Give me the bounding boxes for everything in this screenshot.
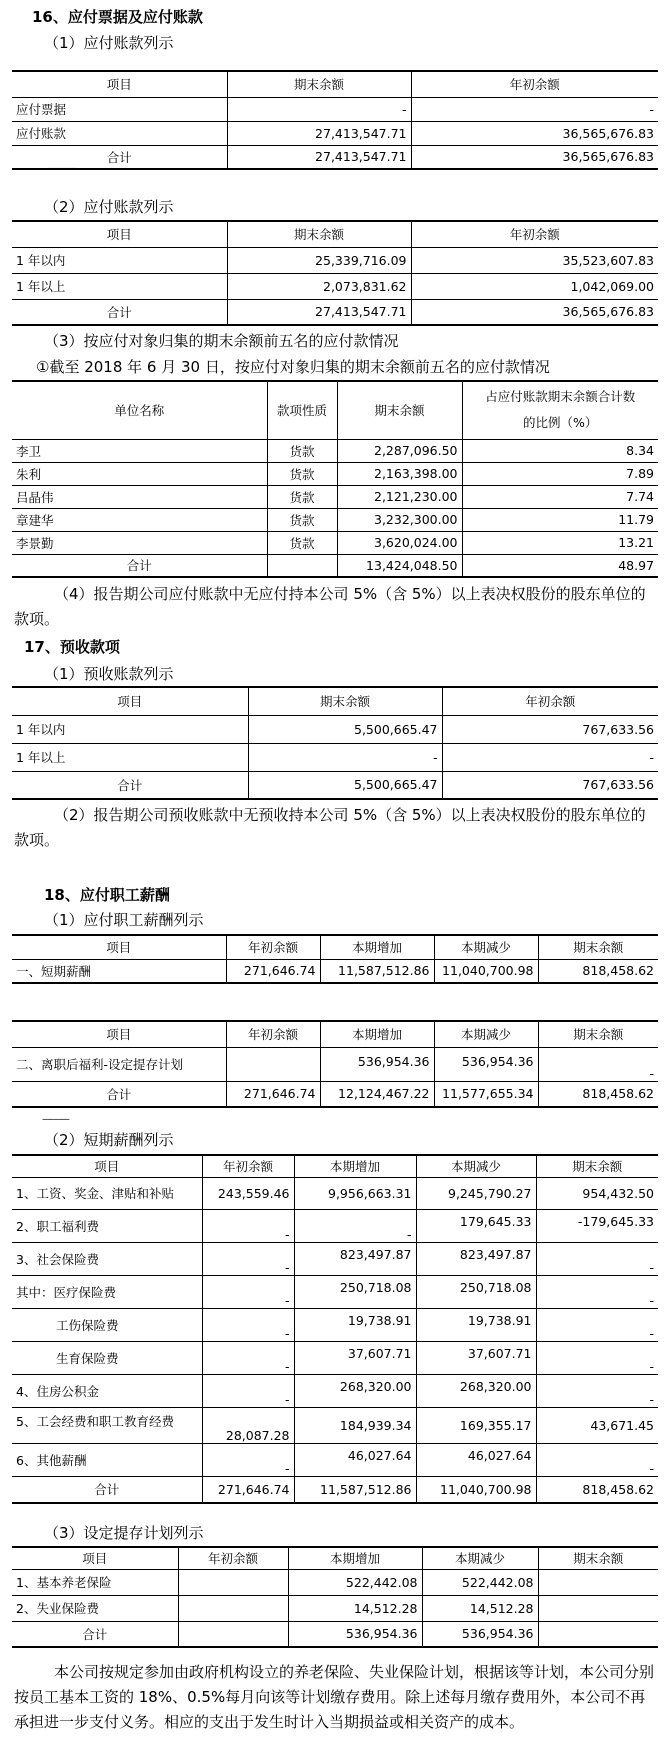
section-16-note4: （4）报告期公司应付账款中无应付持本公司 5%（含 5%）以上表决权股份的股东单位的款项。 [14, 585, 646, 628]
col-header: 期末余额 [538, 1547, 658, 1569]
section-16-sub3a: ①截至 2018 年 6 月 30 日，按应付对象归集的期末余额前五名的应付款情况 [36, 358, 550, 376]
section-18-closing: 本公司按规定参加由政府机构设立的养老保险、失业保险计划，根据该等计划，本公司分别按员工基本工资的 18%、0.5%每月向该等计划缴存费用。除上述每月缴存费用外，本公司不再承担进一步支付义务。相应的支出于发生时计入当期损益或相关资产的成本。 [14, 1663, 655, 1731]
col-header: 期末余额 [536, 1155, 658, 1177]
section-16-title: 16、应付票据及应付账款 [32, 8, 203, 26]
section-18-sub3: （3）设定提存计划列示 [44, 1524, 204, 1542]
table-row: 李卫 货款 2,287,096.50 8.34 [12, 439, 658, 462]
col-header: 项目 [12, 71, 227, 97]
col-header: 项目 [12, 1547, 178, 1569]
col-header: 本期减少 [434, 1021, 538, 1047]
table-row: 其中：医疗保险费 - 250,718.08 250,718.08 - [12, 1275, 658, 1308]
table-18-1b [12, 1020, 658, 1108]
table-18-2 [12, 1154, 658, 1504]
dash-mark: ‒‒‒‒‒ [42, 1114, 69, 1125]
col-header: 项目 [12, 687, 248, 715]
col-header: 年初余额 [202, 1155, 294, 1177]
table-17-1 [12, 686, 658, 800]
section-17-sub1: （1）预收账款列示 [44, 665, 174, 683]
table-row: 5、工会经费和职工教育经费 28,087.28 184,939.34 169,355.17 43,671.45 [12, 1407, 658, 1443]
section-16-sub3: （3）按应付对象归集的期末余额前五名的应付款情况 [44, 332, 399, 350]
table-row: 1 年以上 - - [12, 743, 658, 771]
table-row: 1、基本养老保险 522,442.08 522,442.08 [12, 1569, 658, 1595]
col-header: 本期增加 [320, 935, 434, 959]
col-header: 期末余额 [337, 381, 462, 439]
table-row: 1 年以内 25,339,716.09 35,523,607.83 [12, 247, 658, 273]
col-header: 年初余额 [226, 1021, 320, 1047]
table-row: 应付账款 27,413,547.71 36,565,676.83 [12, 121, 658, 145]
table-row: 二、离职后福利-设定提存计划 536,954.36 536,954.36 - [12, 1047, 658, 1081]
col-header: 年初余额 [442, 687, 658, 715]
col-header: 年初余额 [178, 1547, 288, 1569]
table-row: 一、短期薪酬 271,646.74 11,587,512.86 11,040,700.98 818,458.62 [12, 959, 658, 983]
table-row-total: 合计 27,413,547.71 36,565,676.83 [12, 299, 658, 325]
col-header: 本期减少 [434, 935, 538, 959]
table-16-3 [12, 380, 658, 578]
table-row-total: 合计 271,646.74 11,587,512.86 11,040,700.98 818,458.62 [12, 1476, 658, 1503]
col-header: 期末余额 [248, 687, 442, 715]
table-row-total: 合计 536,954.36 536,954.36 [12, 1621, 658, 1647]
table-row: 吕晶伟 货款 2,121,230.00 7.74 [12, 485, 658, 508]
col-header: 本期增加 [294, 1155, 416, 1177]
table-row: 章建华 货款 3,232,300.00 11.79 [12, 508, 658, 531]
section-16-sub2: （2）应付账款列示 [44, 198, 174, 216]
table-row: 工伤保险费 - 19,738.91 19,738.91 - [12, 1308, 658, 1341]
col-header: 本期增加 [288, 1547, 422, 1569]
col-header: 单位名称 [12, 381, 267, 439]
table-row-total: 合计 27,413,547.71 36,565,676.83 [12, 145, 658, 169]
section-16-sub1: （1）应付账款列示 [44, 34, 174, 52]
col-header: 期末余额 [538, 935, 658, 959]
col-header: 年初余额 [411, 221, 658, 247]
table-row: 应付票据 - - [12, 97, 658, 121]
table-row: 2、职工福利费 - - 179,645.33 -179,645.33 [12, 1209, 658, 1242]
table-16-1 [12, 70, 658, 170]
table-row: 4、住房公积金 - 268,320.00 268,320.00 - [12, 1374, 658, 1407]
table-row-total: 合计 271,646.74 12,124,467.22 11,577,655.34 818,458.62 [12, 1081, 658, 1107]
col-header: 期末余额 [538, 1021, 658, 1047]
table-row: 1 年以上 2,073,831.62 1,042,069.00 [12, 273, 658, 299]
table-row: 生育保险费 - 37,607.71 37,607.71 - [12, 1341, 658, 1374]
table-row-total: 合计 13,424,048.50 48.97 [12, 554, 658, 577]
table-16-2 [12, 220, 658, 326]
col-header: 项目 [12, 1155, 202, 1177]
table-row: 朱利 货款 2,163,398.00 7.89 [12, 462, 658, 485]
col-header: 本期减少 [416, 1155, 536, 1177]
section-17-title: 17、预收款项 [24, 638, 120, 656]
col-header: 项目 [12, 1021, 226, 1047]
section-17-note2: （2）报告期公司预收账款中无预收持本公司 5%（含 5%）以上表决权股份的股东单位的款项。 [14, 806, 646, 849]
col-header: 期末余额 [227, 71, 411, 97]
table-row: 1 年以内 5,500,665.47 767,633.56 [12, 715, 658, 743]
col-header: 年初余额 [411, 71, 658, 97]
table-18-1 [12, 934, 658, 984]
col-header: 项目 [12, 935, 226, 959]
table-row-total: 合计 5,500,665.47 767,633.56 [12, 771, 658, 799]
col-header-ratio: 占应付账款期末余额合计数 的比例（%） [462, 381, 658, 439]
dash-mark: ‒‒‒‒‒ [48, 163, 75, 174]
section-18-sub1: （1）应付职工薪酬列示 [44, 911, 204, 929]
section-18-title: 18、应付职工薪酬 [44, 886, 170, 904]
table-18-3 [12, 1546, 658, 1648]
col-header: 款项性质 [267, 381, 337, 439]
col-header: 项目 [12, 221, 227, 247]
col-header: 年初余额 [226, 935, 320, 959]
table-row: 1、工资、奖金、津贴和补贴 243,559.46 9,956,663.31 9,245,790.27 954,432.50 [12, 1177, 658, 1209]
table-row: 6、其他薪酬 - 46,027.64 46,027.64 - [12, 1443, 658, 1476]
section-18-sub2: （2）短期薪酬列示 [44, 1131, 174, 1149]
col-header: 期末余额 [227, 221, 411, 247]
col-header: 本期增加 [320, 1021, 434, 1047]
table-row: 3、社会保险费 - 823,497.87 823,497.87 - [12, 1242, 658, 1275]
table-row: 李景勤 货款 3,620,024.00 13.21 [12, 531, 658, 554]
col-header: 本期减少 [422, 1547, 538, 1569]
table-row: 2、失业保险费 14,512.28 14,512.28 [12, 1595, 658, 1621]
